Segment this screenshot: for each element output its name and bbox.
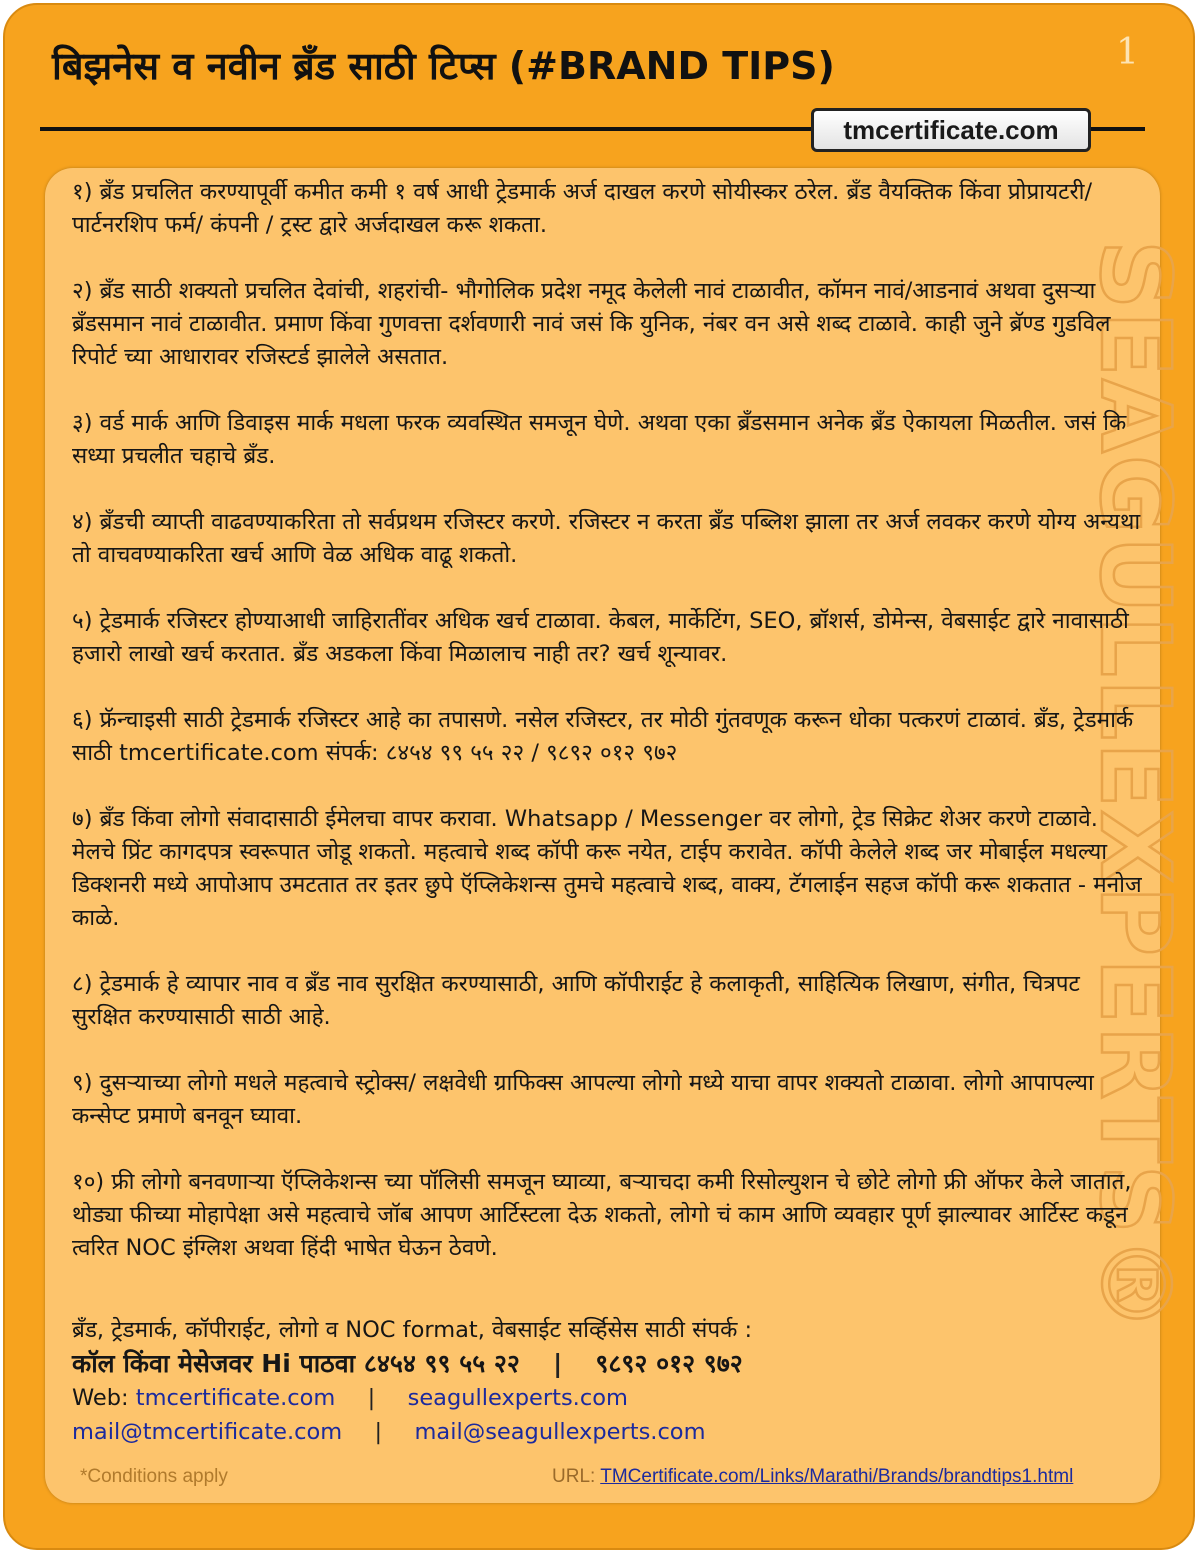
web-link-tmcertificate[interactable]: tmcertificate.com	[135, 1385, 336, 1411]
phone-1[interactable]: ८४५४ ९९ ५५ २२	[363, 1349, 520, 1378]
tip-10: १०) फ्री लोगो बनवणाऱ्या ऍप्लिकेशन्स च्या पॉलिसी समजून घ्याव्या, बऱ्याचदा कमी रिसोल्युशन चे छोटे लोगो फ्री ऑफर केले जातात, थोड्या फीच्या मोहापेक्षा असे महत्वाचे जॉब आपण आर्टिस्टला देऊ शकतो, लोगो चं काम आणि व्यवहार पूर्ण झाल्यावर आर्टिस्ट कडून त्वरित NOC इंग्लिश अथवा हिंदी भाषेत घेऊन ठेवणे.	[72, 1169, 1132, 1261]
mail-line	[72, 1415, 1072, 1449]
conditions-note: *Conditions apply	[80, 1466, 228, 1487]
page-title: बिझनेस व नवीन ब्रँड साठी टिप्स (#BRAND TIPS)	[52, 44, 835, 88]
watermark-text: SEAGULLEXPERTS®	[1079, 240, 1191, 1334]
services-line: ब्रँड, ट्रेडमार्क, कॉपीराईट, लोगो व NOC format, वेबसाईट सर्व्हिसेस साठी संपर्क :	[72, 1317, 753, 1343]
web-separator: |	[367, 1385, 376, 1411]
web-link-seagullexperts[interactable]: seagullexperts.com	[407, 1385, 628, 1411]
tip-4: ४) ब्रँडची व्याप्ती वाढवण्याकरिता तो सर्वप्रथम रजिस्टर करणे. रजिस्टर न करता ब्रँड पब्लिश झाला तर अर्ज लवकर करणे योग्य अन्यथा तो वाचवण्याकरिता खर्च आणि वेळ अधिक वाढू शकतो.	[72, 509, 1141, 568]
call-prefix: कॉल किंवा मेसेजवर Hi पाठवा	[72, 1349, 356, 1378]
tip-5: ५) ट्रेडमार्क रजिस्टर होण्याआधी जाहिरातींवर अधिक खर्च टाळावा. केबल, मार्केटिंग, SEO, ब्रॉशर्स, डोमेन्स, वेबसाईट द्वारे नावासाठी हजारो लाखो खर्च करतात. ब्रँड अडकला किंवा मिळालाच नाही तर? खर्च शून्यावर.	[72, 608, 1129, 667]
footer-url	[552, 1466, 1073, 1488]
mail-separator: |	[374, 1419, 383, 1445]
page-number: 1	[1116, 32, 1139, 73]
mail-link-seagullexperts[interactable]: mail@seagullexperts.com	[414, 1419, 706, 1445]
url-link[interactable]: TMCertificate.com/Links/Marathi/Brands/brandtips1.html	[600, 1466, 1074, 1487]
tip-6: ६) फ्रॅन्चाइसी साठी ट्रेडमार्क रजिस्टर आहे का तपासणे. नसेल रजिस्टर, तर मोठी गुंतवणूक करून धोका पत्करणं टाळावं. ब्रँड, ट्रेडमार्क साठी tmcertificate.com संपर्क: ८४५४ ९९ ५५ २२ / ९८९२ ०१२ ९७२	[72, 707, 1134, 766]
tip-2: २) ब्रँड साठी शक्यतो प्रचलित देवांची, शहरांची- भौगोलिक प्रदेश नमूद केलेली नावं टाळावीत, कॉमन नावं/आडनावं अथवा दुसऱ्या ब्रँडसमान नावं टाळावीत. प्रमाण किंवा गुणवत्ता दर्शवणारी नावं जसं कि युनिक, नंबर वन असे शब्द टाळावे. काही जुने ब्रॅण्ड गुडविल रिपोर्ट च्या आधारावर रजिस्टर्ड झालेले असतात.	[72, 278, 1111, 370]
tip-7: ७) ब्रँड किंवा लोगो संवादासाठी ईमेलचा वापर करावा. Whatsapp / Messenger वर लोगो, ट्रेड सिक्रेट शेअर करणे टाळावे. मेलचे प्रिंट कागदपत्र स्वरूपात जोडू शकतो. महत्वाचे शब्द कॉपी करू नयेत, टाईप करावेत. कॉपी केलेले शब्द जर मोबाईल मधल्या डिक्शनरी मध्ये आपोआप उमटतात तर इतर छुपे ऍप्लिकेशन्स तुमचे महत्वाचे शब्द, वाक्य, टॅगलाईन सहज कॉपी करू शकतात - मनोज काळे.	[72, 806, 1142, 931]
url-label: URL:	[552, 1466, 596, 1487]
contact-block	[72, 1313, 1072, 1449]
tip-9: ९) दुसऱ्याच्या लोगो मधले महत्वाचे स्ट्रोक्स/ लक्षवेधी ग्राफिक्स आपल्या लोगो मध्ये याचा वापर शक्यतो टाळावा. लोगो आपापल्या कन्सेप्ट प्रमाणे बनवून घ्यावा.	[72, 1070, 1094, 1129]
tip-3: ३) वर्ड मार्क आणि डिवाइस मार्क मधला फरक व्यवस्थित समजून घेणे. अथवा एका ब्रँडसमान अनेक ब्रँड ऐकायला मिळतील. जसं कि सध्या प्रचलीत चहाचे ब्रँड.	[72, 410, 1127, 469]
tip-1: १) ब्रँड प्रचलित करण्यापूर्वी कमीत कमी १ वर्ष आधी ट्रेडमार्क अर्ज दाखल करणे सोयीस्कर ठरेल. ब्रँड वैयक्तिक किंवा प्रोप्रायटरी/ पार्टनरशिप फर्म/ कंपनी / ट्रस्ट द्वारे अर्जदाखल करू शकता.	[72, 179, 1093, 238]
tip-8: ८) ट्रेडमार्क हे व्यापार नाव व ब्रँड नाव सुरक्षित करण्यासाठी, आणि कॉपीराईट हे कलाकृती, साहित्यिक लिखाण, संगीत, चित्रपट सुरक्षित करण्यासाठी साठी आहे.	[72, 971, 1080, 1030]
phone-separator: |	[553, 1349, 563, 1378]
site-badge[interactable]: tmcertificate.com	[811, 108, 1091, 152]
phone-line	[72, 1347, 1072, 1381]
mail-link-tmcertificate[interactable]: mail@tmcertificate.com	[72, 1419, 343, 1445]
tips-list	[72, 176, 1142, 1265]
web-label: Web:	[72, 1385, 129, 1411]
phone-2[interactable]: ९८९२ ०१२ ९७२	[595, 1349, 743, 1378]
web-line	[72, 1381, 1072, 1415]
